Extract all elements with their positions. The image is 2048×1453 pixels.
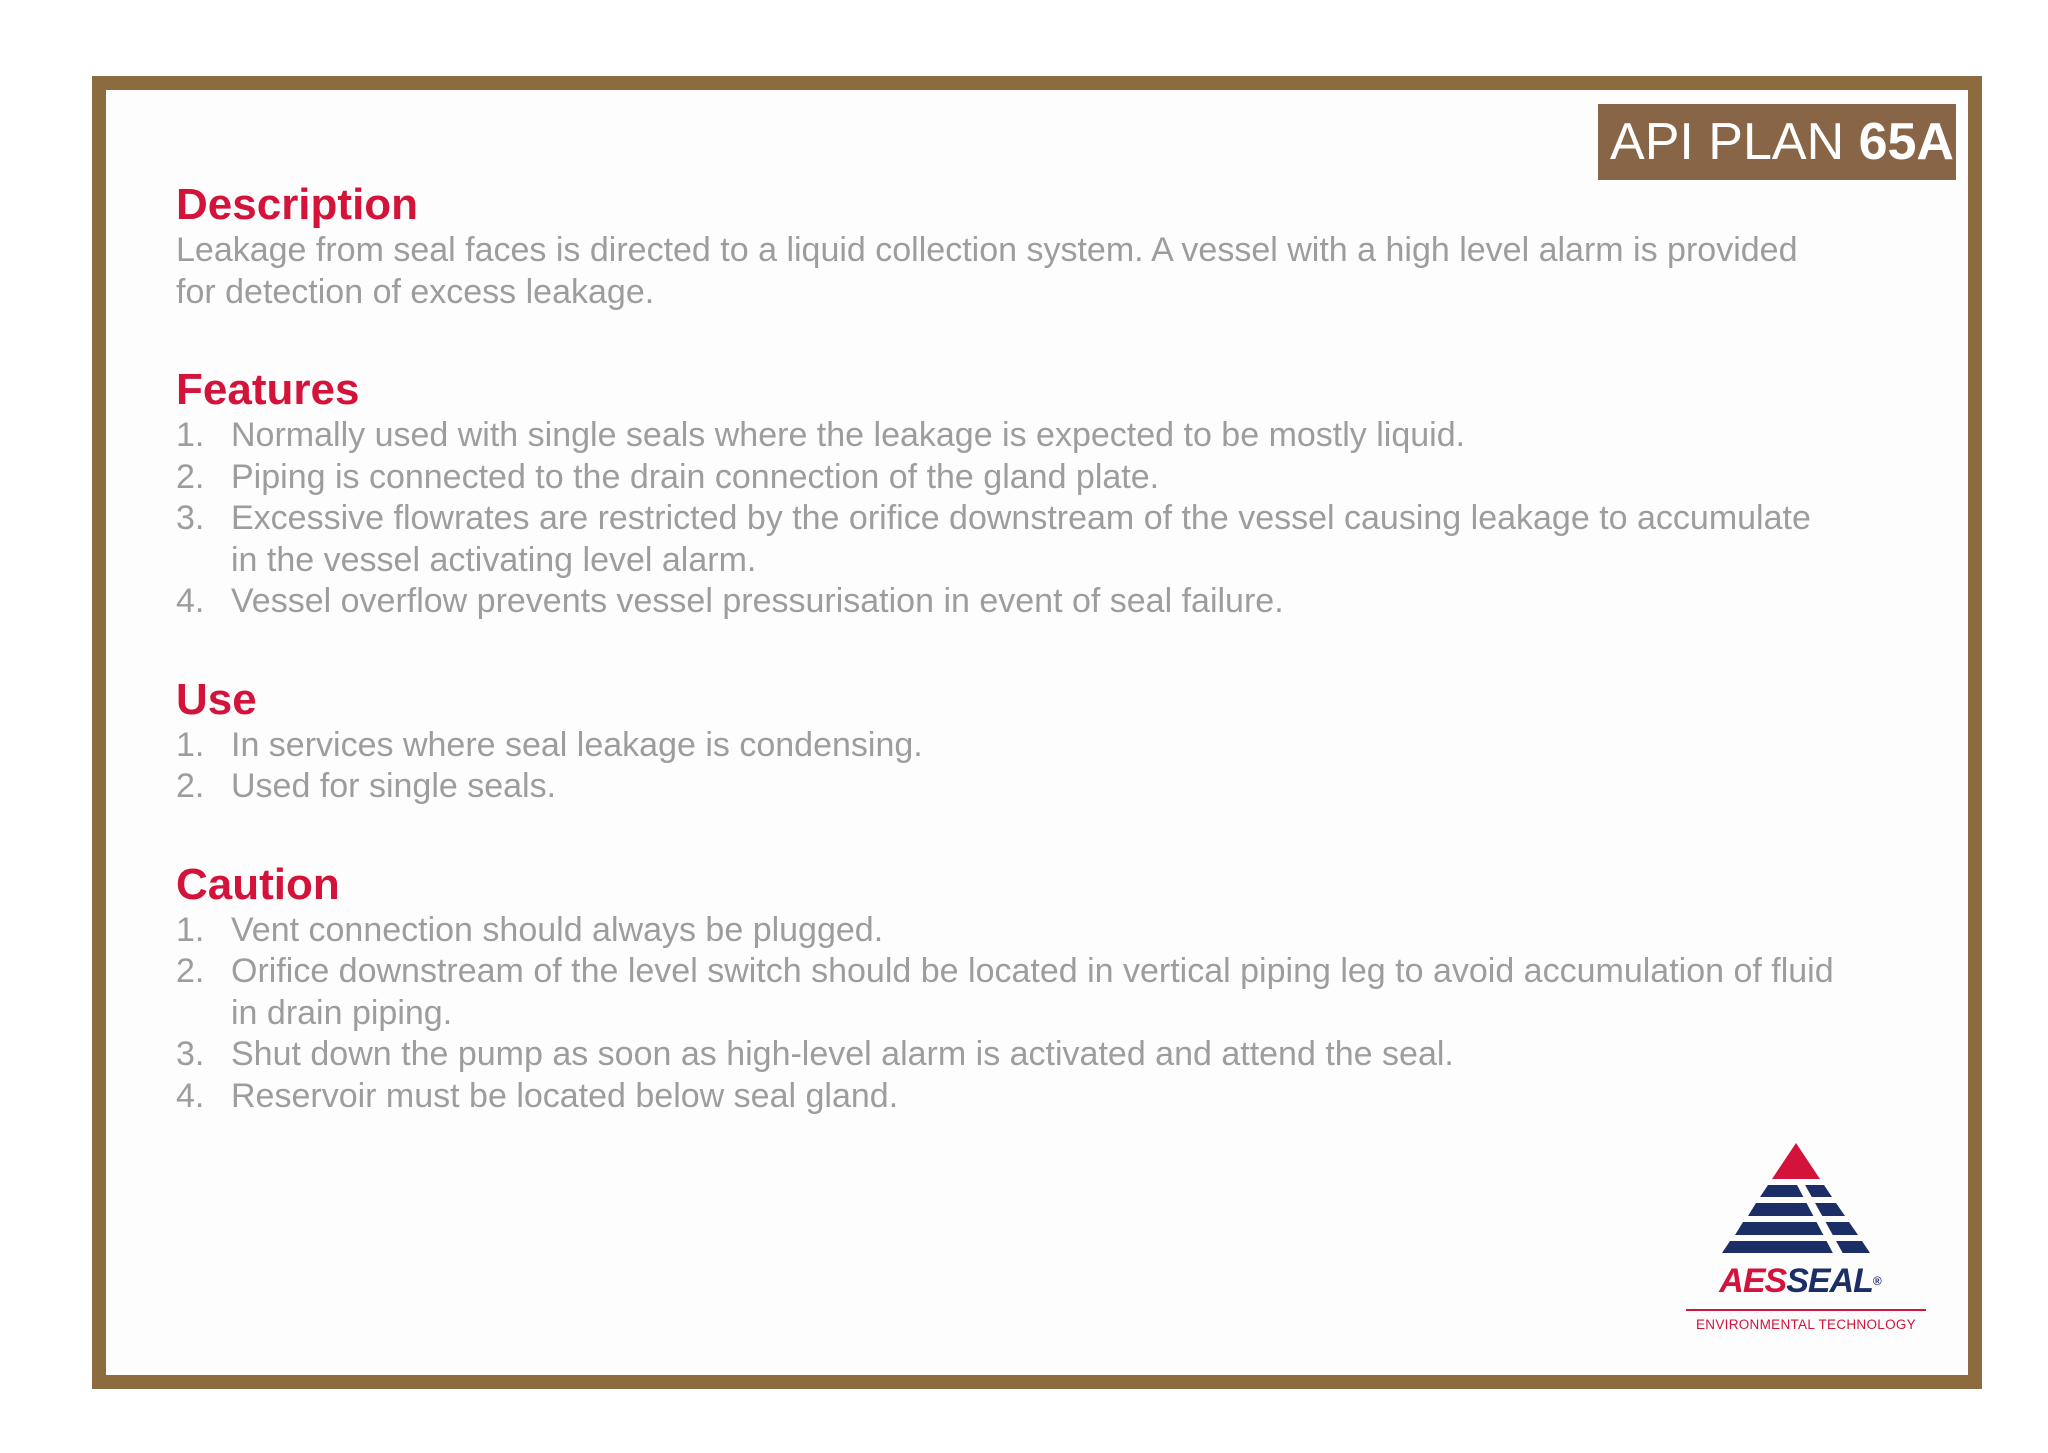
- list-item-number: 2.: [176, 457, 205, 496]
- plan-title-number: 65A: [1858, 113, 1954, 171]
- list-item-text: Orifice downstream of the level switch should be located in vertical piping leg to avoid accumulation of fluid in drain piping.: [231, 952, 1834, 1032]
- list-item: [176, 1034, 1836, 1076]
- list-item: [176, 910, 1836, 952]
- list-item: [176, 951, 1836, 1034]
- caution-heading: Caution: [176, 859, 340, 909]
- features-list: [176, 415, 1836, 623]
- list-item-number: 1.: [176, 725, 205, 764]
- plan-title-badge: [1598, 104, 1956, 180]
- list-item-number: 1.: [176, 910, 205, 949]
- list-item: [176, 1076, 1836, 1118]
- list-item-number: 3.: [176, 1035, 205, 1073]
- list-item-text: Piping is connected to the drain connection of the gland plate.: [231, 457, 1160, 496]
- list-item-number: 1.: [176, 416, 205, 454]
- aesseal-logo: [1680, 1143, 1932, 1353]
- list-item: [176, 415, 1836, 457]
- features-heading: Features: [176, 365, 360, 414]
- registered-mark: ®: [1872, 1274, 1881, 1288]
- description-section: [176, 180, 1836, 313]
- plan-title-prefix: API PLAN: [1610, 113, 1845, 171]
- description-text: Leakage from seal faces is directed to a liquid collection system. A vessel with a high level alarm is provided for detection of excess leakage.: [176, 231, 1798, 311]
- use-list: [176, 725, 1836, 808]
- list-item-text: Shut down the pump as soon as high-level alarm is activated and attend the seal.: [231, 1035, 1454, 1073]
- list-item-number: 3.: [176, 499, 205, 537]
- list-item-text: In services where seal leakage is condensing.: [231, 725, 923, 764]
- list-item-text: Normally used with single seals where the leakage is expected to be mostly liquid.: [231, 416, 1466, 454]
- list-item-text: Vessel overflow prevents vessel pressurisation in event of seal failure.: [231, 582, 1284, 620]
- use-heading: Use: [176, 674, 257, 724]
- list-item-text: Reservoir must be located below seal gland.: [231, 1076, 899, 1115]
- logo-wordmark-aes: AES: [1719, 1262, 1787, 1300]
- content-body: [176, 180, 1836, 1117]
- list-item-number: 4.: [176, 1076, 205, 1115]
- logo-tagline: ENVIRONMENTAL TECHNOLOGY: [1696, 1317, 1916, 1332]
- list-item-text: Vent connection should always be plugged.: [231, 910, 884, 949]
- list-item-number: 2.: [176, 952, 205, 990]
- use-section: [176, 675, 1836, 808]
- document-card: [92, 76, 1982, 1389]
- list-item-text: Excessive flowrates are restricted by the orifice downstream of the vessel causing leakage to accumulate in the vessel activating level alarm.: [231, 499, 1811, 579]
- logo-wordmark: [1710, 1263, 1890, 1299]
- list-item-text: Used for single seals.: [231, 767, 557, 805]
- list-item-number: 4.: [176, 582, 205, 620]
- list-item: [176, 457, 1836, 499]
- list-item: [176, 498, 1836, 581]
- caution-list: [176, 910, 1836, 1118]
- list-item: [176, 725, 1836, 767]
- logo-wordmark-seal: SEAL: [1786, 1262, 1873, 1300]
- description-heading: Description: [176, 180, 419, 229]
- list-item: [176, 581, 1836, 623]
- list-item-number: 2.: [176, 767, 205, 805]
- list-item: [176, 766, 1836, 808]
- features-section: [176, 365, 1836, 623]
- logo-divider: [1686, 1309, 1926, 1311]
- caution-section: [176, 860, 1836, 1118]
